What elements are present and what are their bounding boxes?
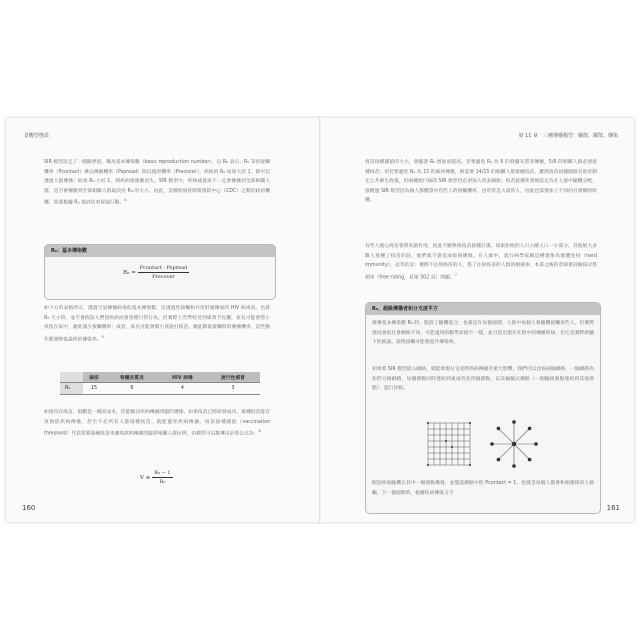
r0-definition-box [44,244,276,300]
left-paragraph-2-text: 如下方的表格所示，透過空氣傳播病毒的基本傳染數，比透過性接觸和共用針頭傳染的 HIV 病毒高。估算 R₀ 大小時，並不會假設人們因疾病而會改變日常行為。但實際上若學校受到威脅予佼擾，家長可能會將小孩留在家中，藉此減少接觸機率；或者，家長可能會幫小孩施打疫苗，藉此降低接觸時的傳播機率。這些動作都會降低最終的傳染率。 [44,306,270,343]
box-paragraph-3: 假設疾病隨機在其中一個節點爆發，並假設網路中的 Pcontact = 1，也就是每個人都會和相連結的人接觸，下一個週期時，根據疾病傳染力不 [372,481,594,496]
footnote-ref: 5 [101,334,104,339]
left-paragraph-2 [44,304,270,345]
footnote-ref: 6 [258,429,261,433]
vaccination-formula [140,470,173,485]
vaccination-formula-lhs: V ≥ [140,475,151,481]
vaccination-numerator: R₀ − 1 [154,470,171,476]
table-cell: 4 [159,383,206,395]
right-page-number: 161 [606,504,620,512]
vaccination-fraction [152,470,172,485]
table-header-row [60,372,260,383]
r0-box-title: R₀：基本傳染數 [45,245,275,257]
right-paragraph-2-text: 有些人擔心疫苗會帶來副作用，因此不願參與疫苗接種計畫。如果拒絕的人只占總人口一小部分，其他絕大多數人接種了疫苗的話，他們就不會造成疫情擴散。在人群中，流行病學家稱這種現象為群體免疫（herd immunity），這等於是：選擇不注射疫苗的人，搭了注射疫苗的人群的順風車。本書之後的章節會詳細探討搭便車（free riding，見第 302 頁）問題。 [365,244,597,281]
right-paragraph-2 [365,242,597,283]
table-header-cell: 麻疹 [83,372,105,383]
vaccination-denominator: R₀ [159,479,166,485]
table-header-cell: HIV 病毒 [159,372,206,383]
r0-formula-lhs: R₀ = [123,270,136,276]
table-cell: 3 [206,383,260,395]
hub-network-diagram [490,420,538,468]
left-paragraph-3 [44,408,270,439]
table-header-cell [60,372,83,383]
footnote-ref: 4 [124,198,127,202]
network-diagrams [424,419,544,479]
table-cell: 15 [83,383,105,395]
table-header-cell: 流行性感冒 [206,372,260,383]
superspreader-box-title: R₀、超級傳播者和分支度平方 [366,303,600,315]
right-page [321,118,634,522]
r0-fraction [138,265,190,280]
footnote-ref: 7 [454,272,458,277]
r0-formula [123,265,189,280]
r0-table [60,372,260,395]
left-running-head: 景觀型態設 [24,133,50,139]
right-running-head: 第 11 章 三種傳播模型：擴散、躍散、傳染 [518,133,618,139]
box-paragraph-1: 推導基本傳染數 R₀ 時，假設了隨機混合，也就是在每個週期，人群中每個人會隨機接觸某些人，但實際情況會依社會網絡不同，可能適用的數學原理不一樣，並引起出現在社群中的傳播疾病，但它是實際經驗下的推論，說明接觸可能會提升傳染率。 [372,321,594,345]
grid-network-diagram [427,422,471,466]
box-paragraph-2: 如果將 SIR 模型嵌入網路，就能發現分支度對疾病傳播有重大影響。我們可以比較兩個網路，一個網路為矩形方格網路，每個節點同時連結到東南西北四個節點，以及輻輻式網路（一個輻紐節點連結到其他節點），進行比較。 [372,367,594,391]
left-page-number: 160 [22,504,36,512]
r0-denominator: Precover [152,274,175,280]
table-row-label: R₀ [60,383,83,395]
right-paragraph-1 [365,158,597,206]
superspreader-box [365,302,601,514]
left-paragraph-1 [44,158,270,208]
left-paragraph-3-text: 如果沒有疫苗，阻斷是一種高成本，但能解決疾病傳播問題的選擇。如果疫苗已經研發成功，接種疫苗能有效預防疾病傳播，甚至不必所有人都接種疫苗，就能避免疾病傳播。疫苗接種閥值（vaccination threshold）代表需要接種疫苗來避免疾病傳播的臨界相關人群比例，由模型可以推導出計算公式為： [44,410,270,437]
table-cell: 6 [105,383,159,395]
right-paragraph-1-text: 疫苗接種閥值的大小，會隨著 R₀ 增加而提高。若要避免 R₀ 為 6 的脊髓灰質炎傳播，5/6 的相關人群必須接種疫苗；但若要避免 R₀ 為 15 的麻疹傳播，則需要 14/15 的相關人群接種疫苗。雖然疫苗接種閥值有助於制定公共衛生政策，但兩種流行病的 SIR 模型仍必須加入更多細節；疫苗接種率會被設定為在人群中隨機分配，接種過 SIR 模型因為個人群體當中有些人的接觸機率，也常常是大量的人，因此也需要加上不同的社會網絡結構。 [365,160,597,203]
book-spread [6,118,634,522]
table-header-cell: 脊髓灰質炎 [105,372,159,383]
left-paragraph-1-text: SIR 模型設定了一個閥界值，稱為基本傳染數（basic reproduction number），以 R₀ 表示。R₀ 等於接觸機率（Pcontact）乘以傳播機率（Pspread）除以復原機率（Precover）。疾病的 R₀ 如果大於 1，即可以透過人群傳播；如果 R₀ 小於 1，則疾病會逐漸消失。SIR 模型中，疾病或資訊不一定會傳播到全部相關人群，是否會傳播到全部相關人群取決於 R₀ 的大小。因此，美國疾病管制與預防中心（CDC）之類的政府機構，需要根據 R₀ 值評估來採取行動。 [44,160,270,206]
left-page [6,118,319,522]
table-row [60,383,260,395]
r0-numerator: Pcontact · Pspread [139,265,188,271]
